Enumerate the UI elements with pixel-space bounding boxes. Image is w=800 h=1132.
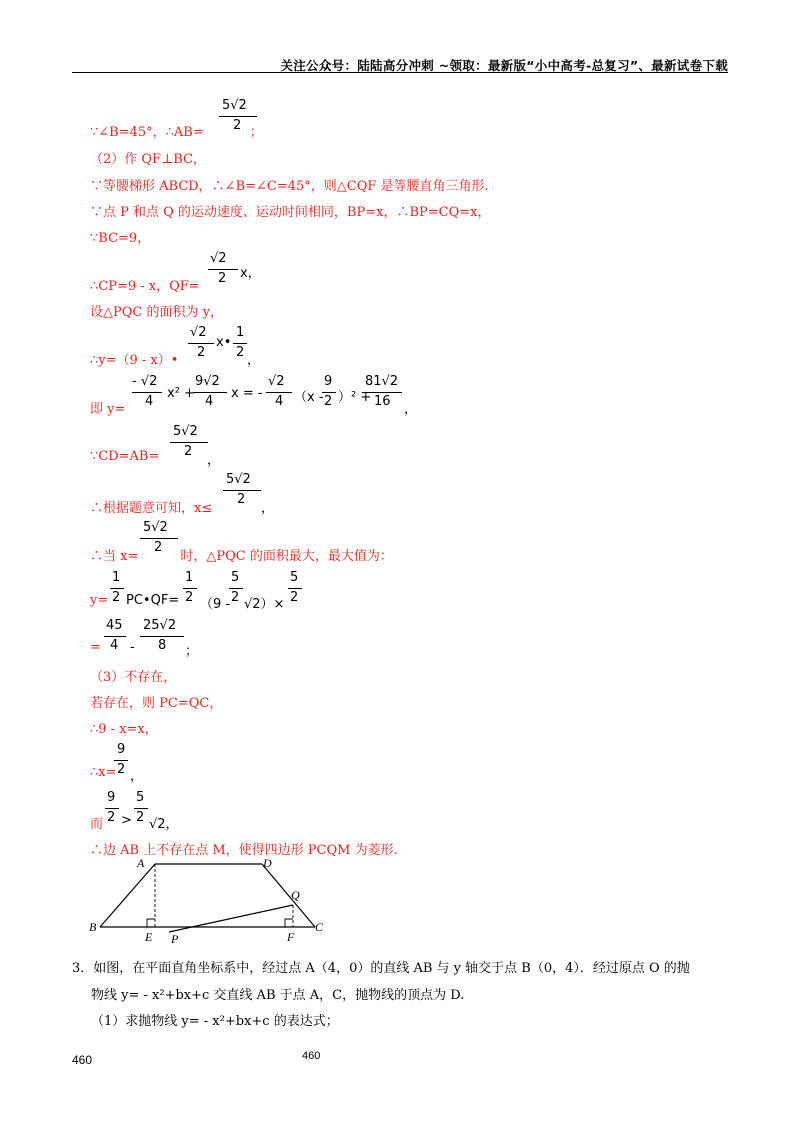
fraction-bar xyxy=(140,636,184,637)
problem3-line-2: 物线 y= - x²+bx+c 交直线 AB 于点 A，C，抛物线的顶点为 D. xyxy=(91,988,465,1003)
frac-mid-text: x• xyxy=(216,335,232,350)
fraction-numerator: 5√2 xyxy=(143,520,168,535)
fraction-denominator: 2 xyxy=(107,810,116,825)
solution-line-5: ∵BC=9， xyxy=(90,231,151,246)
fraction-denominator: 2 xyxy=(290,590,299,605)
frac-mid-text: （x - xyxy=(294,390,324,405)
label-D: D xyxy=(263,856,272,870)
fraction-denominator: 2 xyxy=(154,540,163,555)
fraction-denominator: 2 xyxy=(112,590,121,605)
solution-line-9: 即 y= xyxy=(90,402,126,417)
fraction-numerator: 81√2 xyxy=(365,374,399,389)
solution-line-17: ∴9 - x=x， xyxy=(90,722,158,737)
page-number-center: 460 xyxy=(302,1050,321,1062)
fraction-denominator: 2 xyxy=(233,118,242,133)
frac-trailing: ， xyxy=(207,453,221,468)
frac-trailing: x， xyxy=(240,266,261,281)
fraction-numerator: √2 xyxy=(210,251,227,266)
fraction-denominator: 4 xyxy=(110,638,119,653)
problem3-line-3: （1）求抛物线 y= - x²+bx+c 的表达式； xyxy=(91,1014,339,1029)
fraction-bar xyxy=(114,760,128,761)
fraction-numerator: √2 xyxy=(190,325,207,340)
frac-trailing: ， xyxy=(247,353,261,368)
solution-line-11: ∴根据题意可知，x≤ xyxy=(90,501,213,516)
fraction-denominator: 2 xyxy=(185,590,194,605)
fraction-numerator: 5 xyxy=(136,790,145,805)
trapezoid-figure xyxy=(85,855,335,950)
fraction-denominator: 4 xyxy=(205,394,214,409)
fraction-bar xyxy=(223,490,261,491)
frac-mid-text: PC•QF= xyxy=(126,593,180,608)
label-A: A xyxy=(137,856,145,870)
fraction-bar xyxy=(193,392,227,393)
fraction-denominator: 2 xyxy=(237,492,246,507)
fraction-numerator: 9 xyxy=(117,742,126,757)
solution-line-13: y= xyxy=(90,593,109,608)
fraction-numerator: 1 xyxy=(185,570,194,585)
fraction-bar xyxy=(229,588,243,589)
fraction-bar xyxy=(219,116,257,117)
fraction-numerator: 5 xyxy=(231,570,240,585)
fraction-denominator: 2 xyxy=(117,762,126,777)
solution-line-4: ∵点 P 和点 Q 的运动速度、运动时间相同，BP=x，∴BP=CQ=x， xyxy=(90,205,491,220)
fraction-bar xyxy=(208,269,238,270)
fraction-denominator: 4 xyxy=(145,394,154,409)
fraction-denominator: 2 xyxy=(184,444,193,459)
page-header: 关注公众号：陆陆高分冲刺 ~领取：最新版“小中高考-总复习”、最新试卷下载 xyxy=(280,58,728,73)
frac-mid-text: > xyxy=(121,813,132,828)
fraction-denominator: 2 xyxy=(236,345,245,360)
solution-line-3: ∵等腰梯形 ABCD，∴∠B=∠C=45°，则△CQF 是等腰直角三角形. xyxy=(90,179,489,194)
frac-mid-text: ）² + xyxy=(338,390,372,405)
fraction-denominator: 8 xyxy=(158,638,167,653)
fraction-numerator: 1 xyxy=(236,325,245,340)
solution-line-14: = xyxy=(90,640,101,655)
label-E: E xyxy=(145,930,153,944)
fraction-bar xyxy=(322,392,336,393)
fraction-bar xyxy=(140,538,178,539)
label-P: P xyxy=(171,932,179,946)
fraction-numerator: 5√2 xyxy=(173,424,198,439)
fraction-bar xyxy=(288,588,302,589)
solution-line-1: ∵∠B=45°，∴AB= ； xyxy=(90,125,263,140)
frac-mid-text: x = - xyxy=(231,386,263,401)
fraction-numerator: 9 xyxy=(324,374,333,389)
solution-line-7: 设△PQC 的面积为 y， xyxy=(90,305,223,320)
frac-mid-text: - xyxy=(130,640,135,655)
frac-mid-text: （9 - xyxy=(200,597,231,612)
fraction-numerator: 1 xyxy=(112,570,121,585)
fraction-numerator: √2 xyxy=(268,374,285,389)
fraction-bar xyxy=(134,808,148,809)
solution-line-10: ∵CD=AB= xyxy=(90,449,160,464)
solution-line-6: ∴CP=9 - x，QF= xyxy=(90,279,200,294)
frac-trailing: √2， xyxy=(149,817,179,832)
frac-trailing: ， xyxy=(261,501,275,516)
fraction-bar xyxy=(233,343,247,344)
solution-line-2: （2）作 QF⊥BC， xyxy=(90,152,207,167)
label-B: B xyxy=(89,920,97,934)
solution-line-18: ∴x= xyxy=(90,765,117,780)
solution-line-12: ∴当 x= 时，△PQC 的面积最大，最大值为： xyxy=(90,549,393,564)
fraction-denominator: 16 xyxy=(374,394,391,409)
fraction-denominator: 2 xyxy=(218,271,227,286)
fraction-denominator: 4 xyxy=(275,394,284,409)
fraction-numerator: - √2 xyxy=(132,374,158,389)
problem3-line-1: 3．如图，在平面直角坐标系中，经过点 A（4，0）的直线 AB 与 y 轴交于点 B（0，4）．经过原点 O 的抛 xyxy=(72,961,690,976)
fraction-bar xyxy=(183,588,197,589)
fraction-bar xyxy=(110,588,124,589)
fraction-bar xyxy=(266,392,292,393)
solution-line-20: ∴边 AB 上不存在点 M，使得四边形 PCQM 为菱形. xyxy=(90,843,398,858)
fraction-bar xyxy=(132,392,162,393)
solution-line-15: （3）不存在， xyxy=(90,670,177,685)
fraction-numerator: 9 xyxy=(107,790,116,805)
fraction-numerator: 9√2 xyxy=(195,374,220,389)
fraction-denominator: 2 xyxy=(136,810,145,825)
frac-mid-text: √2）× xyxy=(244,597,285,612)
frac-mid-text: x² + xyxy=(167,386,195,401)
label-Q: Q xyxy=(291,888,300,902)
fraction-numerator: 5 xyxy=(290,570,299,585)
solution-line-19: 而 xyxy=(90,817,104,832)
fraction-bar xyxy=(170,442,208,443)
label-F: F xyxy=(287,930,295,944)
frac-trailing: ， xyxy=(404,402,418,417)
frac-trailing: ， xyxy=(130,769,144,784)
fraction-denominator: 2 xyxy=(324,394,333,409)
label-C: C xyxy=(315,920,324,934)
solution-line-8: ∴y=（9 - x）• xyxy=(90,353,179,368)
fraction-denominator: 2 xyxy=(231,590,240,605)
solution-line-16: 若存在，则 PC=QC， xyxy=(90,696,223,711)
fraction-numerator: 5√2 xyxy=(222,98,247,113)
fraction-numerator: 5√2 xyxy=(226,472,251,487)
fraction-bar xyxy=(362,392,402,393)
fraction-bar xyxy=(104,636,126,637)
fraction-bar xyxy=(105,808,119,809)
frac-trailing: ； xyxy=(185,644,199,659)
fraction-numerator: 45 xyxy=(106,618,123,633)
header-rule xyxy=(72,72,728,73)
page-number-left: 460 xyxy=(72,1053,93,1067)
fraction-denominator: 2 xyxy=(197,345,206,360)
fraction-bar xyxy=(188,343,214,344)
fraction-numerator: 25√2 xyxy=(143,618,177,633)
